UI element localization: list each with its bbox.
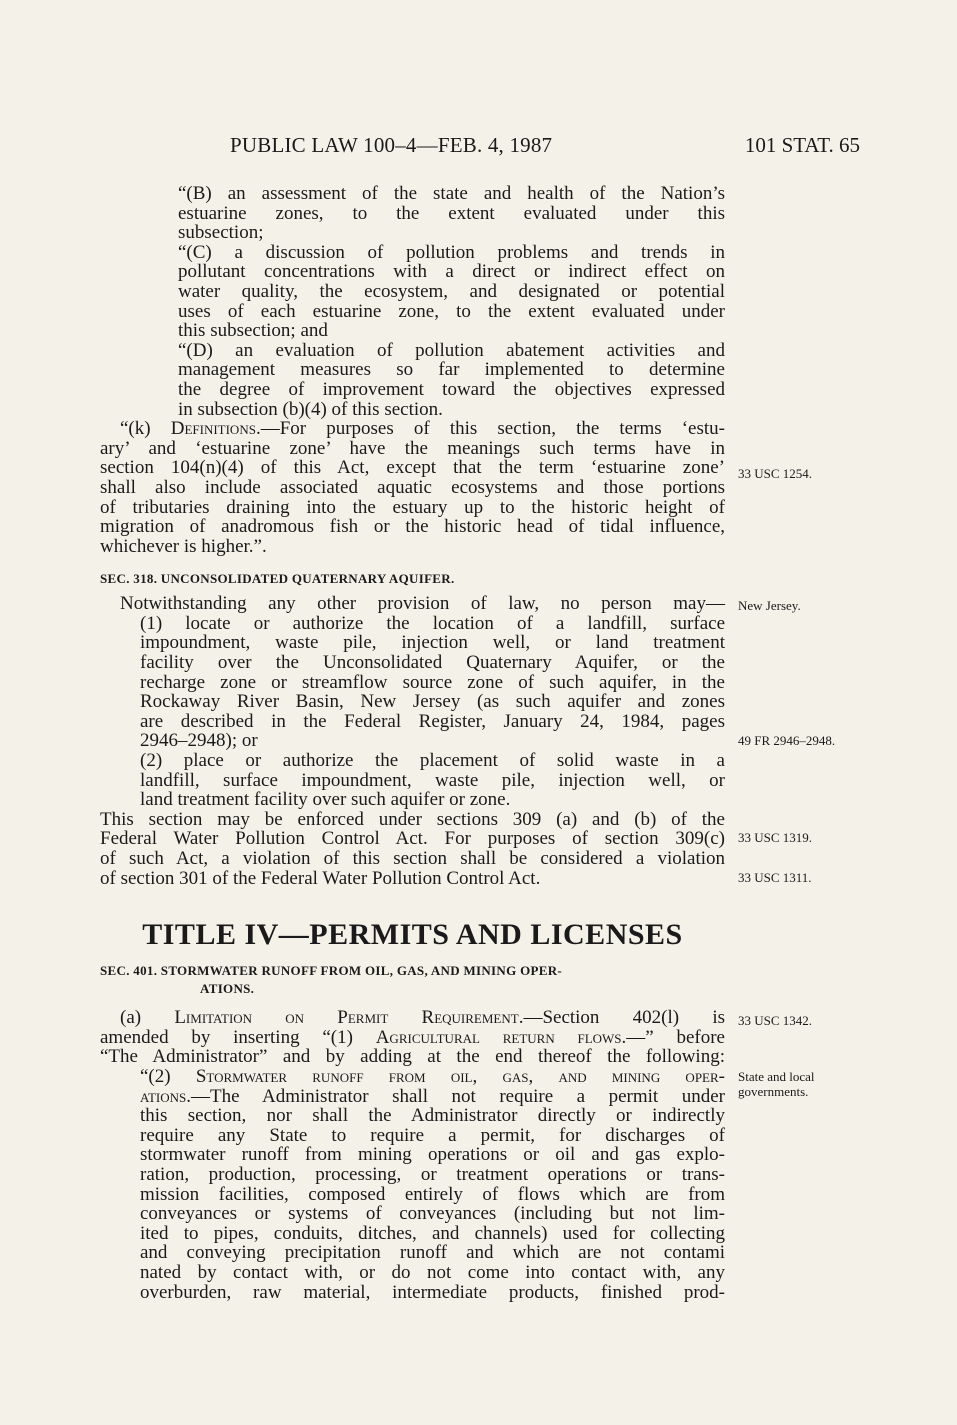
margin-note-33-usc-1254: 33 USC 1254. [738, 466, 813, 481]
inserted-heading: Stormwater runoff from oil, gas, and mining oper- [195, 1065, 725, 1087]
margin-note-new-jersey: New Jersey. [738, 598, 801, 613]
text-line: landfill, surface impoundment, waste pile, injection well, or [140, 769, 725, 791]
text-line: are described in the Federal Register, January 24, 1984, pages [140, 710, 725, 732]
title-iv-heading: TITLE IV—PERMITS AND LICENSES [142, 918, 683, 952]
body-text [100, 184, 725, 1302]
text-line: conveyances or systems of conveyances (including but not lim- [140, 1203, 725, 1225]
text-run: “(k) [120, 418, 171, 440]
text-line: of tributaries draining into the estuary up to the historic height of [100, 496, 725, 518]
text-run: amended by inserting “(1) [100, 1026, 376, 1048]
section-401-heading-cont: ATIONS. [200, 981, 255, 997]
text-line: Federal Water Pollution Control Act. For purposes of section 309(c) [100, 828, 725, 850]
text-line: nated by contact with, or do not come into contact with, any [140, 1261, 725, 1283]
text-line: “(C) a discussion of pollution problems and trends in [178, 241, 725, 263]
text-line: in subsection (b)(4) of this section. [178, 398, 443, 420]
margin-note-33-usc-1342: 33 USC 1342. [738, 1013, 813, 1028]
text-line: water quality, the ecosystem, and designated or potential [178, 280, 725, 302]
text-run: .—For purposes of this section, the terms ‘estu- [255, 418, 725, 440]
text-line: This section may be enforced under sections 309 (a) and (b) of the [100, 808, 725, 830]
text-line: of such Act, a violation of this section shall be considered a violation [100, 848, 725, 869]
page-header [230, 133, 860, 163]
text-line [100, 1028, 725, 1048]
text-line: facility over the Unconsolidated Quaternary Aquifer, or the [140, 652, 725, 674]
text-line: and conveying precipitation runoff and which are not contami [140, 1242, 725, 1264]
text-line: section 104(n)(4) of this Act, except that the term ‘estuarine zone’ [100, 457, 725, 479]
text-line: ited to pipes, conduits, ditches, and channels) used for collecting [140, 1222, 725, 1244]
text-line: “(B) an assessment of the state and health of the Nation’s [178, 183, 725, 204]
text-line: ary’ and ‘estuarine zone’ have the meanings such terms have in [100, 437, 725, 459]
section-401-heading: SEC. 401. STORMWATER RUNOFF FROM OIL, GAS, AND MINING OPER- [100, 963, 563, 979]
text-line: Rockaway River Basin, New Jersey (as such aquifer and zones [140, 691, 725, 713]
text-line: subsection; [178, 222, 264, 244]
text-run: .—” before [621, 1026, 725, 1048]
text-run: “(2) [140, 1065, 196, 1087]
text-line: this section, nor shall the Administrator directly or indirectly [140, 1105, 725, 1127]
running-head-law: PUBLIC LAW 100–4—FEB. 4, 1987 [230, 133, 553, 157]
text-line: Notwithstanding any other provision of law, no person may— [120, 593, 725, 615]
text-line: this subsection; and [178, 320, 328, 342]
running-head-stat: 101 STAT. 65 [744, 133, 860, 157]
margin-note-33-usc-1311: 33 USC 1311. [738, 870, 812, 885]
text-line: land treatment facility over such aquifer or zone. [140, 789, 511, 811]
text-line: ration, production, processing, or treatment operations or trans- [140, 1163, 725, 1185]
text-line: the degree of improvement toward the objectives expressed [178, 378, 725, 400]
text-line [100, 419, 725, 439]
text-line [100, 1008, 725, 1028]
text-line [100, 1087, 725, 1107]
text-run: .—Section 402(l) is [518, 1007, 725, 1029]
subsection-heading: Limitation on Permit Requirement [174, 1007, 519, 1029]
text-line: shall also include associated aquatic ecosystems and those portions [100, 476, 725, 498]
text-line: estuarine zones, to the extent evaluated under this [178, 202, 725, 224]
text-line: 2946–2948); or [140, 730, 258, 752]
text-line: require any State to require a permit, for discharges of [140, 1124, 725, 1146]
text-line: recharge zone or streamflow source zone of such aquifer, in the [140, 671, 725, 693]
text-line: migration of anadromous fish or the historic head of tidal influence, [100, 516, 725, 538]
inserted-heading: Agricultural return flows [375, 1026, 622, 1048]
text-line: of section 301 of the Federal Water Pollution Control Act. [100, 867, 541, 889]
margin-note-33-usc-1319: 33 USC 1319. [738, 830, 813, 845]
text-line: uses of each estuarine zone, to the extent evaluated under [178, 300, 725, 322]
text-run: (a) [120, 1007, 175, 1029]
definitions-heading: Definitions [170, 418, 256, 440]
section-318-heading: SEC. 318. UNCONSOLIDATED QUATERNARY AQUIFER. [100, 571, 455, 587]
text-line: (2) place or authorize the placement of solid waste in a [140, 750, 725, 772]
text-line: management measures so far implemented to determine [178, 359, 725, 381]
text-line: overburden, raw material, intermediate products, finished prod- [140, 1281, 725, 1303]
text-line: “(D) an evaluation of pollution abatement activities and [178, 339, 725, 361]
text-line: “The Administrator” and by adding at the end thereof the following: [100, 1046, 725, 1068]
text-line: (1) locate or authorize the location of a landfill, surface [140, 612, 725, 634]
margin-note-49-fr: 49 FR 2946–2948. [738, 733, 836, 748]
text-line: impoundment, waste pile, injection well, or land treatment [140, 632, 725, 654]
inserted-heading: ations [140, 1085, 187, 1107]
text-line: mission facilities, composed entirely of flows which are from [140, 1183, 725, 1205]
margin-note-state-local: State and local [738, 1069, 815, 1084]
text-run: .—The Administrator shall not require a permit under [186, 1085, 725, 1107]
text-line: whichever is higher.”. [100, 535, 267, 557]
text-line: stormwater runoff from mining operations or oil and gas explo- [140, 1144, 725, 1166]
text-line: pollutant concentrations with a direct or indirect effect on [178, 261, 725, 283]
margin-note-governments: governments. [738, 1084, 809, 1099]
text-line [100, 1067, 725, 1087]
